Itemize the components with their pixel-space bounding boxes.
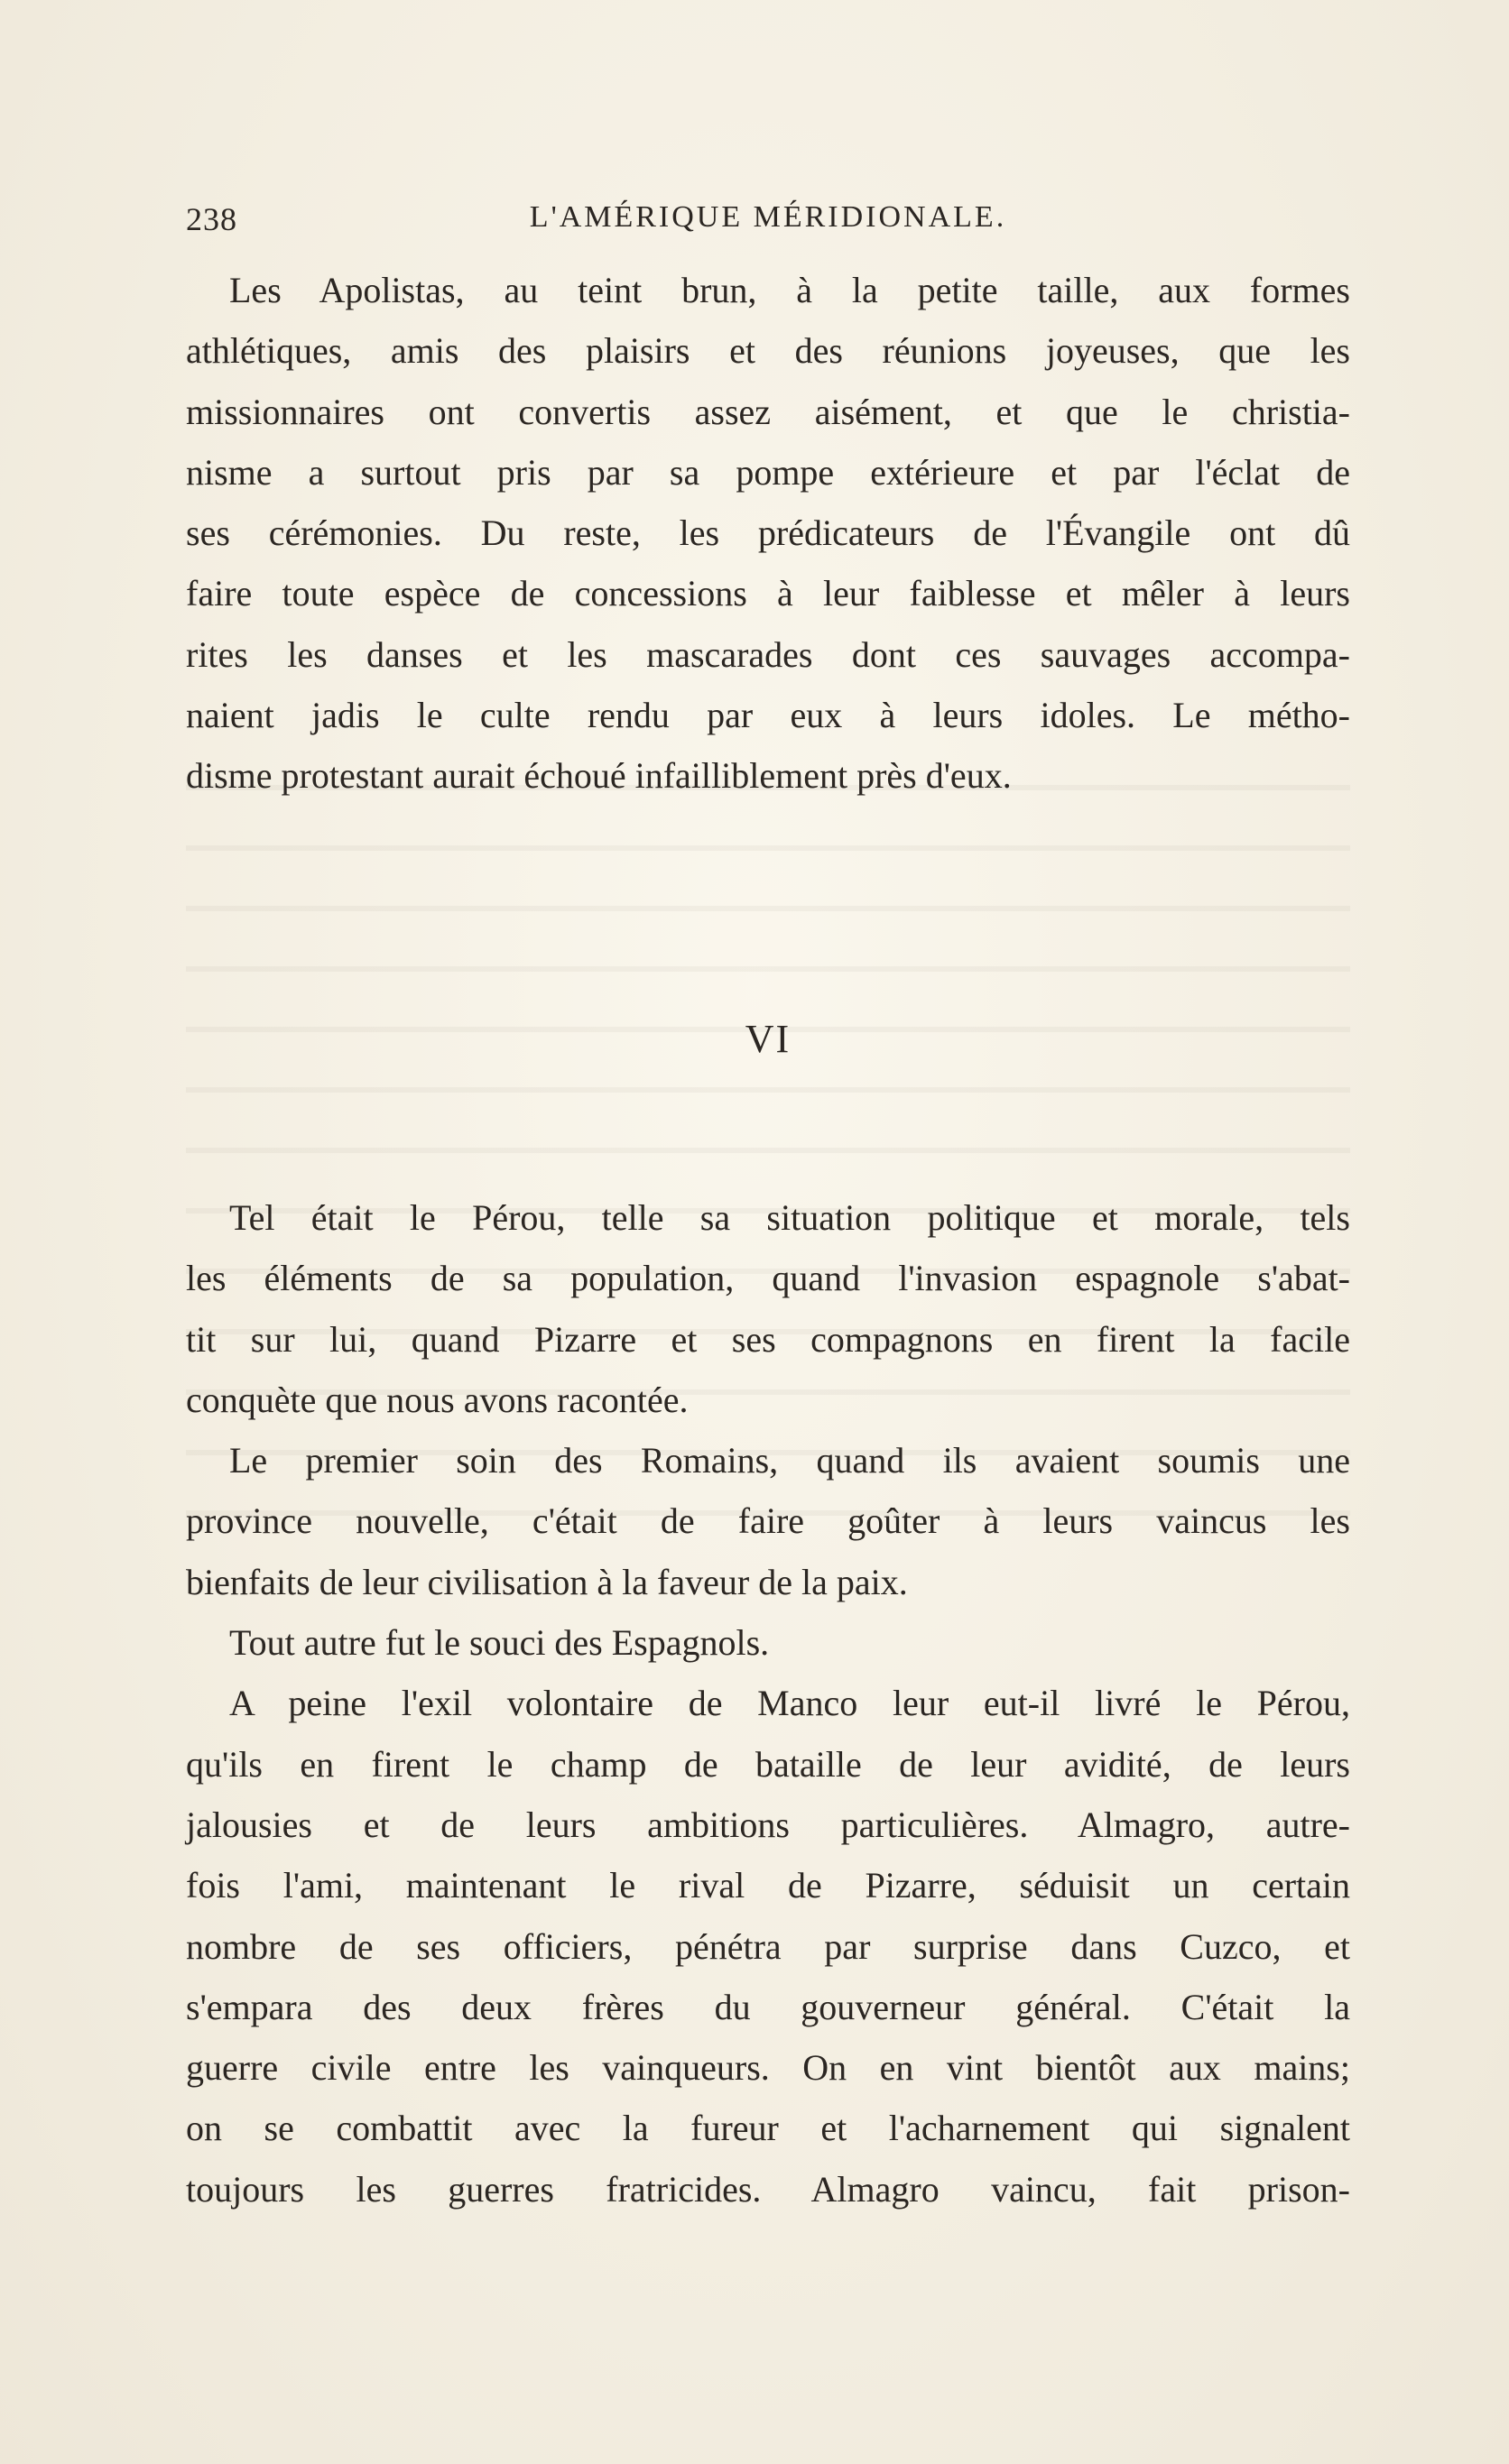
text-line: jalousies et de leurs ambitions particulières. Almagro, autre- [186, 1804, 1350, 1845]
text-line: bienfaits de leur civilisation à la faveur de la paix. [186, 1561, 908, 1602]
running-title: L'AMÉRIQUE MÉRIDIONALE. [529, 200, 1007, 234]
paragraph-apolistas [186, 260, 1350, 807]
section-heading: VI [745, 1017, 792, 1061]
page-number: 238 [186, 201, 237, 237]
text-line: faire toute espèce de concessions à leur faiblesse et mêler à leurs [186, 573, 1350, 614]
text-line: guerre civile entre les vainqueurs. On en vint bientôt aux mains; [186, 2047, 1350, 2089]
text-line: nombre de ses officiers, pénétra par surprise dans Cuzco, et [186, 1925, 1350, 1967]
text-line: naient jadis le culte rendu par eux à leurs idoles. Le métho- [186, 695, 1350, 736]
text-line: les éléments de sa population, quand l'invasion espagnole s'abat- [186, 1258, 1350, 1299]
text-line: conquète que nous avons racontée. [186, 1379, 689, 1420]
text-line: rites les danses et les mascarades dont ces sauvages accompa- [186, 633, 1350, 675]
text-line: province nouvelle, c'était de faire goûter à leurs vaincus les [186, 1500, 1350, 1542]
text-line: Le premier soin des Romains, quand ils avaient soumis une [229, 1440, 1350, 1481]
text-line: fois l'ami, maintenant le rival de Pizarre, séduisit un certain [186, 1865, 1350, 1906]
text-line: on se combattit avec la fureur et l'acharnement qui signalent [186, 2108, 1350, 2149]
text-line: qu'ils en firent le champ de bataille de leur avidité, de leurs [186, 1743, 1350, 1785]
text-line: s'empara des deux frères du gouverneur général. C'était la [186, 1986, 1350, 2027]
text-line: A peine l'exil volontaire de Manco leur eut-il livré le Pérou, [229, 1683, 1350, 1724]
section-body [186, 1187, 1350, 2219]
text-line: disme protestant aurait échoué infailliblement près d'eux. [186, 755, 1012, 797]
text-line: tit sur lui, quand Pizarre et ses compagnons en firent la facile [186, 1318, 1350, 1360]
text-line: athlétiques, amis des plaisirs et des réunions joyeuses, que les [186, 330, 1350, 372]
text-line: toujours les guerres fratricides. Almagro vaincu, fait prison- [186, 2168, 1350, 2210]
text-line: missionnaires ont convertis assez aisément, et que le christia- [186, 391, 1350, 432]
page-header [186, 200, 1350, 251]
text-line: Tel était le Pérou, telle sa situation politique et morale, tels [229, 1197, 1350, 1238]
text-line: nisme a surtout pris par sa pompe extérieure et par l'éclat de [186, 451, 1350, 493]
text-line: Les Apolistas, au teint brun, à la petite taille, aux formes [229, 270, 1350, 310]
text-line: ses cérémonies. Du reste, les prédicateurs de l'Évangile ont dû [186, 512, 1350, 554]
text-line: Tout autre fut le souci des Espagnols. [229, 1622, 770, 1664]
